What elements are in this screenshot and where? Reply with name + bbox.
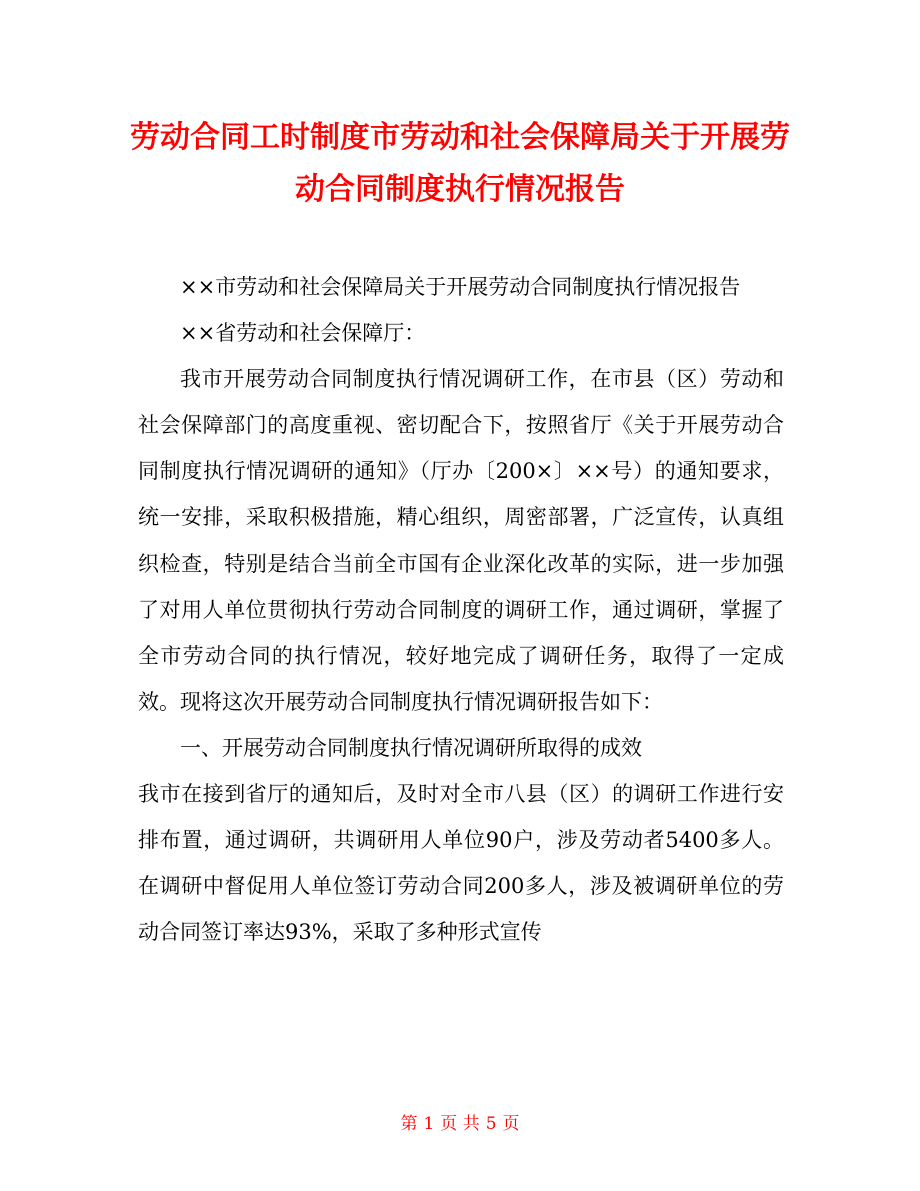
footer-total-pages: 5 [485, 1114, 497, 1134]
document-title: 劳动合同工时制度市劳动和社会保障局关于开展劳动合同制度执行情况报告 [130, 120, 790, 207]
footer-page-number: 1 [423, 1114, 435, 1134]
section-heading-results: 一、开展劳动合同制度执行情况调研所取得的成效 [180, 735, 642, 760]
page-footer [0, 1112, 920, 1136]
paragraph-report-heading: ××市劳动和社会保障局关于开展劳动合同制度执行情况报告 [180, 275, 741, 299]
document-body [138, 264, 784, 955]
paragraph-introduction: 我市开展劳动合同制度执行情况调研工作，在市县（区）劳动和社会保障部门的高度重视、密切配合下，按照省厅《关于开展劳动合同制度执行情况调研的通知》（厅办〔200×〕××号）的通知要求，统一安排，采取积极措施，精心组织，周密部署，广泛宣传，认真组织检查，特别是结合当前全市国有企业深化改革的实际，进一步加强了对用人单位贯彻执行劳动合同制度的调研工作，通过调研，掌握了全市劳动合同的执行情况，较好地完成了调研任务，取得了一定成效。现将这次开展劳动合同制度执行情况调研报告如下： [138, 367, 784, 714]
paragraph-addressee: ××省劳动和社会保障厅： [180, 321, 426, 346]
paragraph-results: 我市在接到省厅的通知后，及时对全市八县（区）的调研工作进行安排布置，通过调研，共调研用人单位90户，涉及劳动者5400多人。在调研中督促用人单位签订劳动合同200多人，涉及被调研单位的劳动合同签订率达93%，采取了多种形式宣传 [138, 782, 784, 945]
footer-page-suffix: 页 [502, 1114, 520, 1134]
footer-page-middle: 页 共 [440, 1114, 480, 1134]
footer-page-prefix: 第 [400, 1114, 418, 1134]
